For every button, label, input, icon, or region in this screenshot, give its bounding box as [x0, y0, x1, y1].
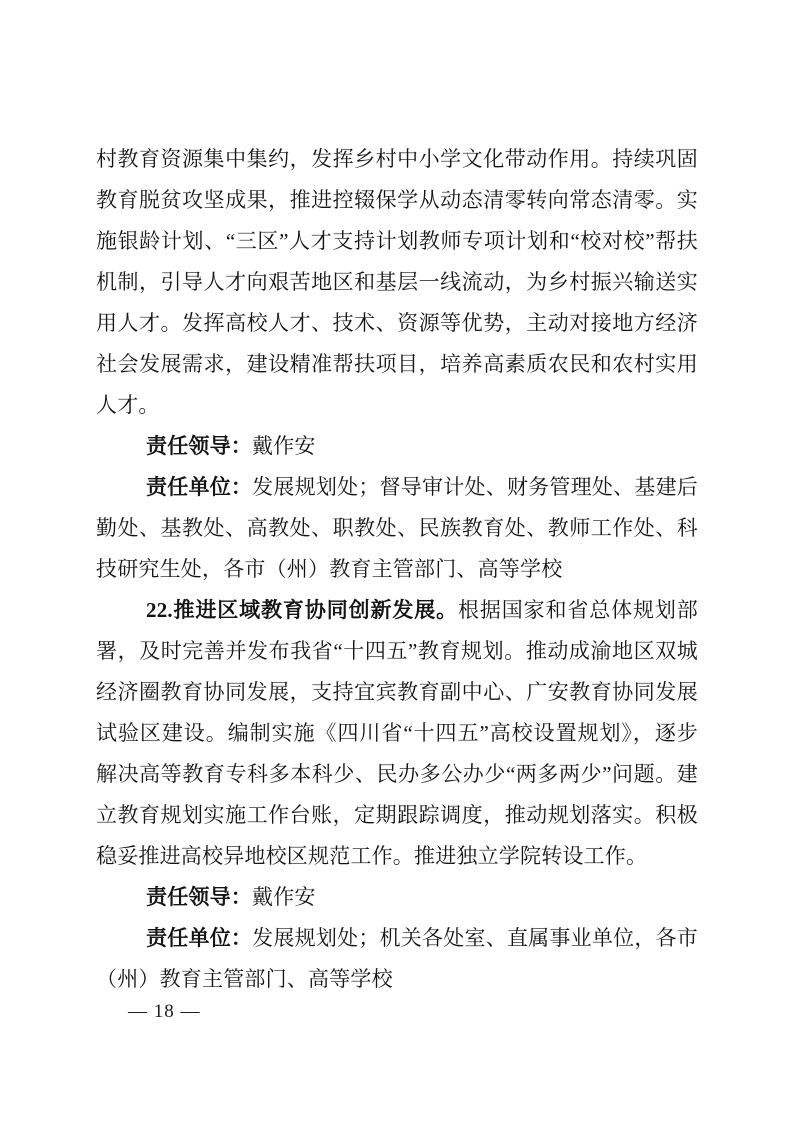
item-22-paragraph [96, 590, 698, 877]
body-text-segment: 社会发展需求，建设精准帮扶项目，培养高素质农民和农村实用 [96, 352, 698, 376]
text-line [96, 918, 698, 959]
body-text-segment: 经济圈教育协同发展，支持宜宾教育副中心、广安教育协同发展 [96, 680, 698, 704]
body-text-segment: 施银龄计划、“三区”人才支持计划教师专项计划和“校对校”帮扶 [96, 229, 698, 253]
text-line [96, 754, 698, 795]
bold-text-segment: 责任领导： [146, 885, 252, 909]
text-line [96, 262, 698, 303]
text-line [96, 631, 698, 672]
text-line [96, 836, 698, 877]
text-line [96, 139, 698, 180]
text-line [96, 180, 698, 221]
body-text-segment: 人才。 [96, 393, 160, 417]
text-line [96, 672, 698, 713]
duty-leader-2 [96, 877, 698, 918]
continuation-paragraph [96, 139, 698, 426]
body-text-segment: 戴作安 [252, 434, 316, 458]
bold-text-segment: 22.推进区域教育协同创新发展。 [146, 598, 458, 622]
body-text-segment: 署，及时完善并发布我省“十四五”教育规划。推动成渝地区双城 [96, 639, 698, 663]
page-number: — 18 — [128, 1001, 201, 1022]
text-line [96, 713, 698, 754]
text-line [96, 590, 698, 631]
body-text-segment: 发展规划处；机关各处室、直属事业单位，各市 [252, 926, 699, 950]
body-text-segment: 解决高等教育专科多本科少、民办多公办少“两多两少”问题。建 [96, 762, 698, 786]
text-line [96, 303, 698, 344]
body-text-segment: 用人才。发挥高校人才、技术、资源等优势，主动对接地方经济 [96, 311, 698, 335]
text-line [96, 959, 698, 1000]
text-line [96, 221, 698, 262]
body-text-segment: 戴作安 [252, 885, 316, 909]
bold-text-segment: 责任单位： [146, 926, 253, 950]
text-line [96, 467, 698, 508]
text-line [96, 795, 698, 836]
body-text-segment: 教育脱贫攻坚成果，推进控辍保学从动态清零转向常态清零。实 [96, 188, 698, 212]
body-text-segment: 稳妥推进高校异地校区规范工作。推进独立学院转设工作。 [96, 844, 648, 868]
body-text-segment: 村教育资源集中集约，发挥乡村中小学文化带动作用。持续巩固 [96, 147, 698, 171]
body-text-segment: （州）教育主管部门、高等学校 [96, 967, 393, 991]
duty-leader-1 [96, 426, 698, 467]
text-line [96, 385, 698, 426]
duty-units-1 [96, 467, 698, 590]
text-line [96, 426, 698, 467]
duty-units-2 [96, 918, 698, 1000]
text-line [96, 508, 698, 549]
bold-text-segment: 责任领导： [146, 434, 252, 458]
body-text-segment: 立教育规划实施工作台账，定期跟踪调度，推动规划落实。积极 [96, 803, 698, 827]
text-line [96, 549, 698, 590]
body-text-segment: 根据国家和省总体规划部 [457, 598, 698, 622]
body-text-segment: 技研究生处，各市（州）教育主管部门、高等学校 [96, 557, 563, 581]
body-text-segment: 机制，引导人才向艰苦地区和基层一线流动，为乡村振兴输送实 [96, 270, 698, 294]
body-text-segment: 勤处、基教处、高教处、职教处、民族教育处、教师工作处、科 [96, 516, 698, 540]
body-text-segment: 试验区建设。编制实施《四川省“十四五”高校设置规划》，逐步 [96, 721, 698, 745]
text-line [96, 877, 698, 918]
body-text [96, 139, 698, 1000]
body-text-segment: 发展规划处；督导审计处、财务管理处、基建后 [252, 475, 699, 499]
bold-text-segment: 责任单位： [146, 475, 253, 499]
text-line [96, 344, 698, 385]
